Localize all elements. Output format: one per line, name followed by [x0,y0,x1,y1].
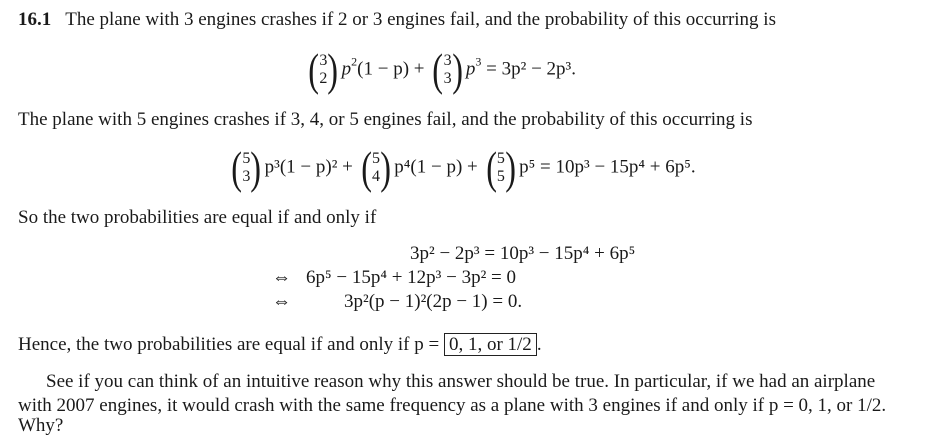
hence-line [18,333,542,357]
term-p: p [465,58,476,80]
equation-rhs: = 10p³ − 15p⁴ + 6p⁵. [540,156,696,178]
closing-line-2: with 2007 engines, it would crash with the same frequency as a plane with 3 engines if and only if p = 0, 1, or 1/2. [18,395,887,416]
equation-3-engines [305,44,576,95]
exponent: 3 [475,54,482,69]
binomial-5-3: (5 3) [231,142,262,193]
binom-top: 5 [242,150,251,167]
hence-end: . [536,334,542,355]
binom-bottom: 3 [242,168,251,185]
binomial-3-3: (3 3) [432,44,463,95]
equation-line-3 [272,290,522,314]
equation-text: 6p⁵ − 15p⁴ + 12p³ − 3p² = 0 [306,267,517,288]
intro-3-engines [18,8,776,32]
so-line: So the two probabilities are equal if and only if [18,207,377,228]
binomial-5-5: (5 5) [485,142,516,193]
binom-top: 5 [371,150,380,167]
term: p³(1 − p)² + [264,156,353,178]
exponent: 2 [351,54,358,69]
intro-5-engines: The plane with 5 engines crashes if 3, 4, or 5 engines fail, and the probability of this occurring is [18,109,753,130]
hence-text: Hence, the two probabilities are equal if and only if p = [18,334,440,355]
binom-bottom: 3 [443,70,452,87]
intro-3-text: The plane with 3 engines crashes if 2 or 3 engines fail, and the probability of this occurring is [65,9,776,30]
binom-bottom: 5 [496,168,505,185]
equation-5-engines [228,142,696,193]
problem-number: 16.1 [18,9,52,30]
binom-top: 5 [496,150,505,167]
equation-line-1: 3p² − 2p³ = 10p³ − 15p⁴ + 6p⁵ [410,243,636,264]
boxed-answer: 0, 1, or 1/2 [444,333,537,356]
equation-text: 3p²(p − 1)²(2p − 1) = 0. [344,291,523,312]
binomial-5-4: (5 4) [360,142,391,193]
binom-bottom: 2 [319,70,328,87]
iff-arrow: ⇔ [272,267,291,288]
binom-top: 3 [443,52,452,69]
closing-line-3: Why? [18,415,64,436]
binom-top: 3 [319,52,328,69]
term: p⁴(1 − p) + [394,156,478,178]
term: p⁵ [519,156,536,178]
closing-line-1: See if you can think of an intuitive reason why this answer should be true. In particular, if we had an airplane [46,371,876,392]
term-p: p [341,58,352,80]
binomial-3-2: (3 2) [308,44,339,95]
term-rest: (1 − p) + [357,58,425,80]
equation-line-2 [272,266,516,290]
binom-bottom: 4 [371,168,380,185]
equation-rhs: = 3p² − 2p³. [486,58,576,80]
iff-arrow: ⇔ [272,291,291,312]
